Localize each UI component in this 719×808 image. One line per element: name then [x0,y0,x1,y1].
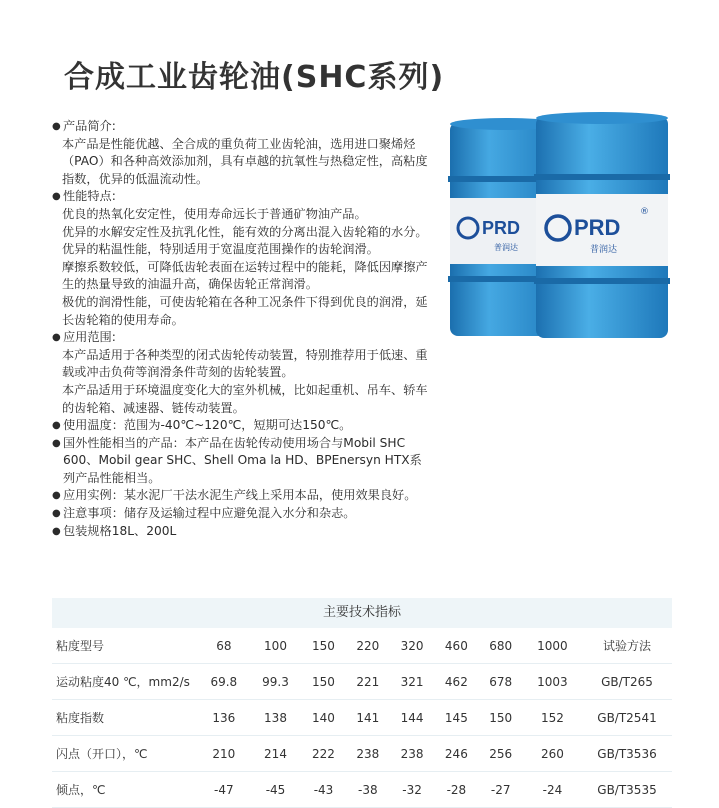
table-row [52,736,672,772]
section [52,118,432,188]
table-row [52,772,672,808]
table-cell: 150 [479,700,523,736]
section [52,523,432,541]
table-cell: 140 [301,700,345,736]
table-cell: -32 [390,772,434,808]
table-cell: 99.3 [250,664,302,700]
section-heading: 产品简介: [63,119,116,133]
bullet-icon: ● [52,437,61,449]
product-description [52,118,432,540]
section [52,188,432,329]
section [52,487,432,505]
svg-text:PRD: PRD [574,215,621,240]
table-cell: 222 [301,736,345,772]
table-cell: -38 [346,772,390,808]
row-label: 闪点（开口），℃ [52,736,198,772]
section-heading: 注意事项：储存及运输过程中应避免混入水分和杂志。 [63,506,356,521]
svg-text:普润达: 普润达 [494,243,518,252]
section [52,329,432,417]
section-heading: 应用范围: [63,330,116,345]
section-line: 优良的热氧化安定性，使用寿命远长于普通矿物油产品。 [62,206,367,221]
table-cell: -43 [301,772,345,808]
table-caption: 主要技术指标 [52,598,672,628]
table-cell: 136 [198,700,250,736]
section-line: 优异的粘温性能，特别适用于宽温度范围操作的齿轮润滑。 [62,242,379,257]
table-cell: 144 [390,700,434,736]
test-method: GB/T2541 [582,700,672,736]
bullet-icon: ● [52,121,61,132]
table-cell: 69.8 [198,664,250,700]
table-cell: 150 [301,664,345,700]
table-row [52,628,672,664]
table-cell: -27 [479,772,523,808]
section [52,505,432,523]
table-cell: 1003 [523,664,582,700]
test-method: GB/T3536 [582,736,672,772]
table-cell: 1000 [523,628,582,664]
table-cell: 138 [250,700,302,736]
table-cell: 210 [198,736,250,772]
svg-text:PRD: PRD [482,218,521,238]
bullet-icon: ● [52,191,61,203]
table-cell: 141 [346,700,390,736]
row-label: 倾点，℃ [52,772,198,808]
table-row [52,700,672,736]
table-cell: 320 [390,628,434,664]
section-line: 本产品适用于环境温度变化大的室外机械，比如起重机、吊车、轿车的齿轮箱、减速器、链传动装置。 [62,382,428,415]
section-line: 本产品是性能优越、全合成的重负荷工业齿轮油，选用进口聚烯烃（PAO）和各种高效添加剂，具有卓越的抗氧性与热稳定性，高粘度指数，优异的低温流动性。 [62,136,428,186]
table-cell: 152 [523,700,582,736]
product-image [436,96,696,356]
section-line: 摩擦系数较低，可降低齿轮表面在运转过程中的能耗，降低因摩擦产生的热量导致的油温升高，确保齿轮正常润滑。 [62,259,428,292]
table-cell: 462 [434,664,478,700]
section-heading: 使用温度：范围为-40℃~120℃，短期可达150℃。 [63,418,352,433]
spec-table [52,598,672,808]
table-cell: 145 [434,700,478,736]
bullet-icon: ● [52,420,61,432]
bullet-icon: ● [52,525,61,537]
table-cell: -45 [250,772,302,808]
table-cell: 246 [434,736,478,772]
section-line: 极优的润滑性能，可使齿轮箱在各种工况条件下得到优良的润滑，延长齿轮箱的使用寿命。 [62,294,428,327]
bullet-icon: ● [52,332,61,344]
bullet-icon: ● [52,490,61,502]
bullet-icon: ● [52,508,61,520]
table-cell: 256 [479,736,523,772]
table-cell: 150 [301,628,345,664]
table-cell: 238 [346,736,390,772]
row-label: 运动粘度40 ℃，mm2/s [52,664,198,700]
oil-drum-front [532,110,672,345]
test-method: GB/T265 [582,664,672,700]
section [52,435,432,488]
table-cell: 100 [250,628,302,664]
table-cell: -28 [434,772,478,808]
page-title: 合成工业齿轮油(SHC系列) [64,60,445,95]
table-row [52,664,672,700]
svg-text:®: ® [640,207,649,217]
section-heading: 国外性能相当的产品：本产品在齿轮传动使用场合与Mobil SHC 600、Mobil gear SHC、Shell Oma la HD、BPEnersyn HTX系列产品性能相当。 [63,435,422,485]
table-cell: 221 [346,664,390,700]
table-cell: 68 [198,628,250,664]
table-cell: 214 [250,736,302,772]
table-cell: -24 [523,772,582,808]
test-method: GB/T3535 [582,772,672,808]
table-cell: 680 [479,628,523,664]
table-cell: 460 [434,628,478,664]
table-cell: 678 [479,664,523,700]
section-line: 优异的水解安定性及抗乳化性，能有效的分离出混入齿轮箱的水分。 [62,224,428,239]
test-method: 试验方法 [582,628,672,664]
table-cell: 220 [346,628,390,664]
section-heading: 应用实例：某水泥厂干法水泥生产线上采用本品，使用效果良好。 [63,488,417,503]
table-cell: 238 [390,736,434,772]
row-label: 粘度型号 [52,628,198,664]
table-cell: -47 [198,772,250,808]
table-cell: 321 [390,664,434,700]
table-cell: 260 [523,736,582,772]
svg-text:普润达: 普润达 [590,245,618,255]
section-heading: 包装规格18L、200L [63,523,177,538]
section-line: 本产品适用于各种类型的闭式齿轮传动装置，特别推荐用于低速、重载或冲击负荷等润滑条件苛刻的齿轮装置。 [62,347,428,380]
section-heading: 性能特点: [63,189,116,204]
row-label: 粘度指数 [52,700,198,736]
section [52,417,432,435]
